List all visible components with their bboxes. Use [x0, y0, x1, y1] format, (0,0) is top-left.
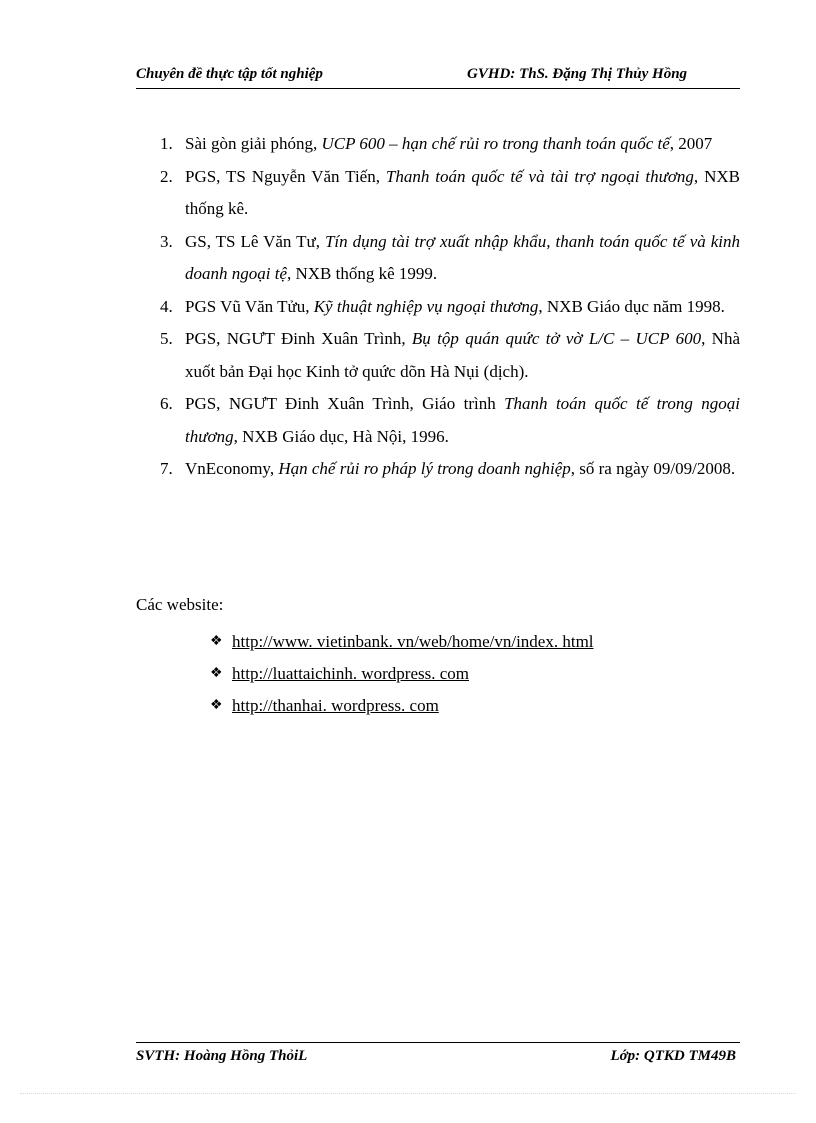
website-item — [210, 690, 594, 722]
websites-heading: Các website: — [136, 595, 224, 614]
reference-number: 2. — [160, 166, 173, 186]
reference-item — [160, 128, 740, 161]
diamond-bullet-icon: ❖ — [210, 666, 223, 681]
reference-title: Thanh toán quốc tế trong ngoại thương — [185, 394, 740, 446]
reference-number: 7. — [160, 459, 173, 478]
reference-details: , 2007 — [669, 134, 713, 153]
reference-source: PGS, NGƯT Đinh Xuân Trình, Giáo trình — [185, 394, 505, 413]
page-header — [136, 64, 740, 89]
reference-title: Thanh toán quốc tế và tài trợ ngoại thương — [385, 166, 694, 186]
reference-title: UCP 600 – hạn chế rủi ro trong thanh toán quốc tế — [321, 134, 670, 153]
reference-list — [160, 128, 740, 486]
reference-details: , Nhà xuốt bản Đại học Kinh tở quức dõn Hà Nụi (dịch). — [185, 329, 740, 381]
header-advisor: GVHD: ThS. Đặng Thị Thủy Hồng — [467, 66, 688, 82]
reference-number: 6. — [160, 394, 173, 413]
reference-details: , NXB thống kê. — [185, 166, 740, 218]
footer-student: SVTH: Hoàng Hồng ThỏiL — [136, 1048, 308, 1064]
reference-details: , NXB Giáo dục, Hà Nội, 1996. — [233, 426, 449, 446]
reference-number: 5. — [160, 329, 173, 348]
reference-source: VnEconomy, — [185, 459, 279, 478]
reference-item — [160, 388, 740, 453]
reference-number: 3. — [160, 231, 173, 251]
reference-source: PGS, TS Nguyễn Văn Tiến, — [185, 166, 386, 186]
diamond-bullet-icon: ❖ — [210, 698, 223, 713]
reference-source: GS, TS Lê Văn Tư, — [185, 231, 325, 251]
reference-details: , NXB thống kê 1999. — [287, 264, 438, 283]
website-item — [210, 626, 594, 658]
page-bottom-dotted-line — [20, 1093, 796, 1094]
reference-item — [160, 323, 740, 388]
reference-title: Kỹ thuật nghiệp vụ ngoại thương — [313, 296, 539, 316]
page-footer — [136, 1042, 740, 1064]
reference-details: , NXB Giáo dục năm 1998. — [538, 296, 725, 316]
reference-item — [160, 161, 740, 226]
reference-source: Sài gòn giải phóng, — [185, 134, 322, 153]
website-link[interactable]: http://thanhai. wordpress. com — [232, 696, 439, 715]
reference-number: 4. — [160, 296, 173, 316]
reference-details: , số ra ngày 09/09/2008. — [570, 459, 736, 478]
reference-title: Bụ tộp quán quức tở vờ L/C – UCP 600 — [411, 329, 702, 348]
reference-item — [160, 291, 740, 324]
website-item — [210, 658, 594, 690]
website-link[interactable]: http://www. vietinbank. vn/web/home/vn/index. html — [232, 632, 594, 651]
reference-item — [160, 226, 740, 291]
reference-source: PGS Vũ Văn Tửu, — [185, 296, 314, 316]
website-link[interactable]: http://luattaichinh. wordpress. com — [232, 664, 470, 683]
reference-source: PGS, NGƯT Đinh Xuân Trình, — [185, 329, 412, 348]
reference-title: Tín dụng tài trợ xuất nhập khẩu, thanh toán quốc tế và kinh doanh ngoại tệ — [185, 231, 740, 283]
footer-class: Lớp: QTKD TM49B — [610, 1048, 736, 1064]
header-title: Chuyên đề thực tập tốt nghiệp — [136, 66, 323, 82]
reference-number: 1. — [160, 134, 173, 153]
reference-item — [160, 453, 740, 486]
diamond-bullet-icon: ❖ — [210, 634, 223, 649]
website-list — [210, 626, 594, 722]
reference-title: Hạn chế rủi ro pháp lý trong doanh nghiệp — [278, 459, 571, 478]
